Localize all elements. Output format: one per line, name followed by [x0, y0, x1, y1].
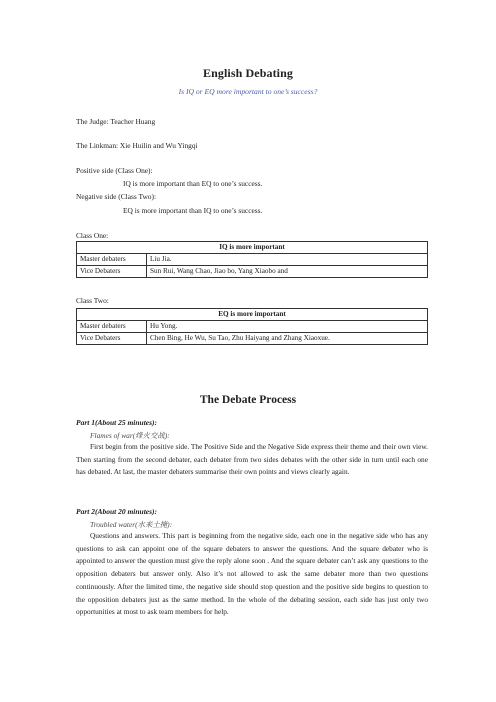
part1-paragraph: First begin from the positive side. The Positive Side and the Negative Side express their theme and their own view. Then starting from the second debater, each debater from two sides debates with the other side in turn until each one has debated. At last, the master debaters summarise their own points and views clearly again. — [76, 442, 428, 477]
table-row — [77, 333, 428, 345]
role-cell: Master debaters — [77, 254, 147, 266]
part1-subtitle: Flames of war(烽火交战): — [90, 431, 170, 440]
table-row — [77, 266, 428, 278]
names-cell: Hu Yong. — [147, 321, 428, 333]
role-cell: Vice Debaters — [77, 266, 147, 278]
table-row — [77, 254, 428, 266]
table-header-row — [77, 242, 428, 254]
role-cell: Master debaters — [77, 321, 147, 333]
positive-side-label: Positive side (Class One): — [76, 166, 153, 175]
table-header-row — [77, 309, 428, 321]
part2-title: Part 2(About 20 minutes): — [76, 507, 158, 516]
class-one-header: IQ is more important — [77, 242, 428, 254]
class-two-table — [76, 308, 428, 345]
part2-paragraph: Questions and answers. This part is beginning from the negative side, each one in the negative side who has any questions to ask can appoint one of the square debaters to answer the questions. And the square debater who is appointed to answer the question must give the reply alone soon . And the square debater can’t ask any questions to the opposition debaters but answer only. Also it’s not allowed to ask the same debater more than two questions continuously. After the limited time, the negative side should stop question and the positive side begins to question to the opposition debaters just as the same method. In the whole of the debating session, each side has just only two opportunities at most to ask team members for help. — [76, 531, 428, 617]
part2-subtitle: Troubled water(水来土掩): — [90, 520, 173, 529]
part1-title: Part 1(About 25 minutes): — [76, 418, 158, 427]
names-cell: Liu Jia. — [147, 254, 428, 266]
names-cell: Sun Rui, Wang Chao, Jiao bo, Yang Xiaobo and — [147, 266, 428, 278]
linkman-line: The Linkman: Xie Huilin and Wu Yingqi — [76, 141, 198, 150]
section-heading: The Debate Process — [199, 394, 297, 406]
negative-side-claim: EQ is more important than IQ to one’s success. — [123, 206, 263, 215]
document-title: English Debating — [203, 66, 293, 80]
role-cell: Vice Debaters — [77, 333, 147, 345]
negative-side-label: Negative side (Class Two): — [76, 192, 157, 201]
names-cell: Chen Bing, He Wu, Su Tao, Zhu Haiyang and Zhang Xiaoxue. — [147, 333, 428, 345]
positive-side-claim: IQ is more important than EQ to one’s success. — [123, 179, 263, 188]
table-row — [77, 321, 428, 333]
judge-line: The Judge: Teacher Huang — [76, 117, 156, 126]
class-two-header: EQ is more important — [77, 309, 428, 321]
class-two-label: Class Two: — [76, 296, 109, 305]
document-subtitle: Is IQ or EQ more important to one’s success? — [178, 87, 318, 96]
class-one-table — [76, 241, 428, 278]
class-one-label: Class One: — [76, 231, 109, 240]
